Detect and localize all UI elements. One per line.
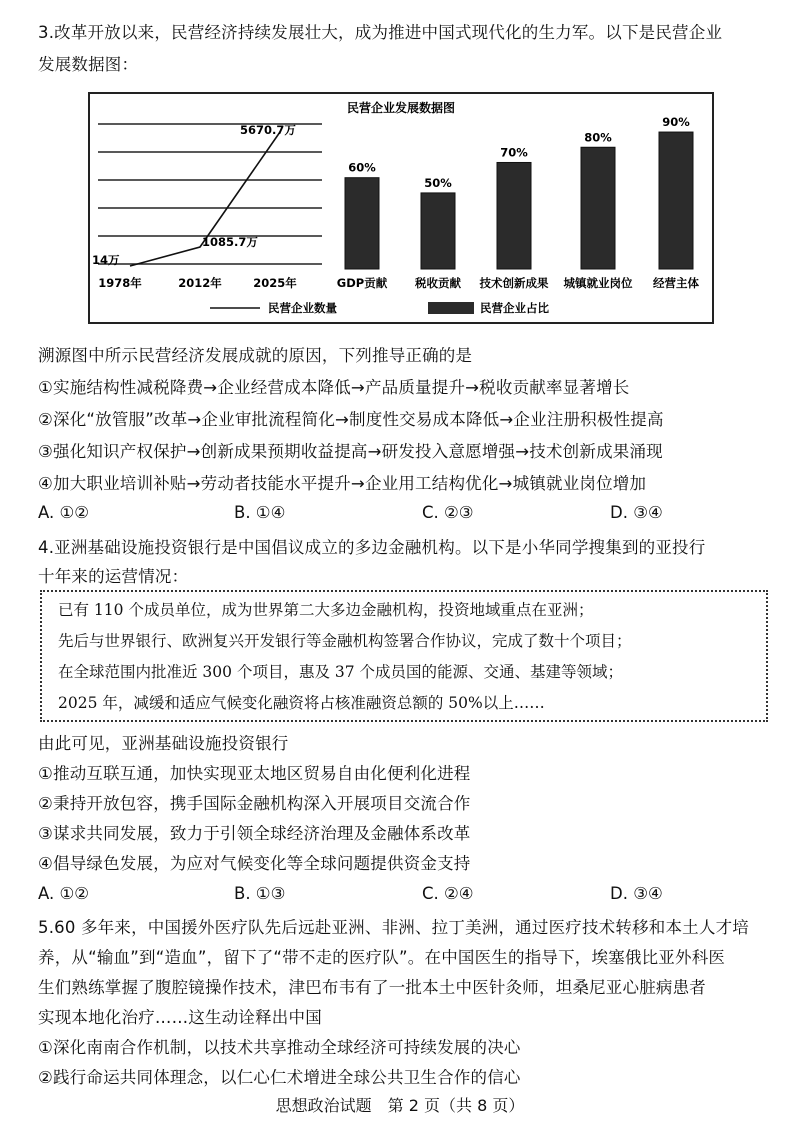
q3-option-2: ②深化“放管服”改革→企业审批流程简化→制度性交易成本降低→企业注册积极性提高 [38,410,664,429]
q4-choice-a[interactable]: A. ①② [38,884,90,903]
bar-value-label-3: 70% [500,145,528,160]
q4-option-2: ②秉持开放包容，携手国际金融机构深入开展项目交流合作 [38,794,471,813]
aiib-info-line-3: 在全球范围内批准近 300 个项目，惠及 37 个成员国的能源、交通、基建等领域； [58,663,624,681]
q3-choice-b[interactable]: B. ①④ [234,503,286,522]
bar-value-label-1: 60% [348,160,376,175]
q4-choice-c[interactable]: C. ②④ [422,884,474,903]
q3-stem-line-1: 3.改革开放以来，民营经济持续发展壮大，成为推进中国式现代化的生力军。以下是民营企业 [38,23,723,42]
q4-question: 由此可见，亚洲基础设施投资银行 [38,734,289,753]
q5-option-1: ①深化南南合作机制，以技术共享推动全球经济可持续发展的决心 [38,1038,521,1057]
legend-label-line: 民营企业数量 [268,301,337,315]
bar-2 [421,193,455,269]
bar-category-label-4: 城镇就业岗位 [563,276,633,290]
q3-choice-c[interactable]: C. ②③ [422,503,474,522]
q4-option-4: ④倡导绿色发展，为应对气候变化等全球问题提供资金支持 [38,854,471,873]
bar-5 [659,132,693,269]
chart-title: 民营企业发展数据图 [346,101,456,115]
q3-choice-a[interactable]: A. ①② [38,503,90,522]
q3-option-1: ①实施结构性减税降费→企业经营成本降低→产品质量提升→税收贡献率显著增长 [38,378,630,397]
bar-value-label-2: 50% [424,175,452,190]
bar-1 [345,178,379,269]
line-point-label-2: 1085.7万 [202,235,258,249]
q5-stem-line-1: 5.60 多年来，中国援外医疗队先后远赴亚洲、非洲、拉丁美洲，通过医疗技术转移和本土人才培 [38,918,749,937]
chart-legend [210,301,549,315]
q5-stem-line-2: 养，从“输血”到“造血”，留下了“带不走的医疗队”。在中国医生的指导下，埃塞俄比亚外科医 [38,948,726,967]
q3-choice-d[interactable]: D. ③④ [610,503,663,522]
bar-category-label-5: 经营主体 [653,276,699,290]
q3-option-4: ④加大职业培训补贴→劳动者技能水平提升→企业用工结构优化→城镇就业岗位增加 [38,474,647,493]
q4-option-3: ③谋求共同发展，致力于引领全球经济治理及金融体系改革 [38,824,471,843]
line-point-label-3: 5670.7万 [240,123,296,137]
q3-stem-line-2: 发展数据图： [38,55,139,74]
q4-stem-line-1: 4.亚洲基础设施投资银行是中国倡议成立的多边金融机构。以下是小华同学搜集到的亚投行 [38,538,706,557]
bar-3 [497,162,531,269]
bar-category-label-3: 技术创新成果 [479,276,549,290]
aiib-info-line-4: 2025 年，减缓和适应气候变化融资将占核准融资总额的 50%以上…… [58,694,545,712]
aiib-info-line-1: 已有 110 个成员单位，成为世界第二大多边金融机构，投资地域重点在亚洲； [58,601,594,619]
line-x-tick-3: 2025年 [253,276,297,290]
bar-category-label-1: GDP贡献 [336,276,388,290]
line-chart [92,123,297,290]
q4-choices [38,884,758,906]
q4-stem-line-2: 十年来的运营情况： [38,567,189,586]
legend-label-bar: 民营企业占比 [480,301,549,315]
bar-value-label-4: 80% [584,130,612,145]
bar-chart [337,115,700,290]
q3-choices [38,503,758,525]
q3-option-3: ③强化知识产权保护→创新成果预期收益提高→研发投入意愿增强→技术创新成果涌现 [38,442,663,461]
bar-value-label-5: 90% [662,115,690,130]
line-point-label-1: 14万 [92,253,120,267]
page-footer: 思想政治试题 第 2 页（共 8 页） [275,1096,525,1115]
q4-choice-d[interactable]: D. ③④ [610,884,663,903]
q5-stem-line-3: 生们熟练掌握了腹腔镜操作技术，津巴布韦有了一批本土中医针灸师，坦桑尼亚心脏病患者 [38,978,706,997]
q4-choice-b[interactable]: B. ①③ [234,884,286,903]
q4-option-1: ①推动互联互通，加快实现亚太地区贸易自由化便利化进程 [38,764,471,783]
q5-option-2: ②践行命运共同体理念，以仁心仁术增进全球公共卫生合作的信心 [38,1068,521,1087]
chart-frame [88,92,714,324]
aiib-info-line-2: 先后与世界银行、欧洲复兴开发银行等金融机构签署合作协议，完成了数十个项目； [58,632,632,650]
q5-stem-line-4: 实现本地化治疗……这生动诠释出中国 [38,1008,322,1027]
legend-bar-swatch [428,302,474,314]
chart-svg [90,94,712,322]
bar-4 [581,147,615,269]
q3-question: 溯源图中所示民营经济发展成就的原因，下列推导正确的是 [38,346,473,365]
line-x-tick-1: 1978年 [98,276,142,290]
bar-category-label-2: 税收贡献 [415,276,461,290]
line-x-tick-2: 2012年 [178,276,222,290]
